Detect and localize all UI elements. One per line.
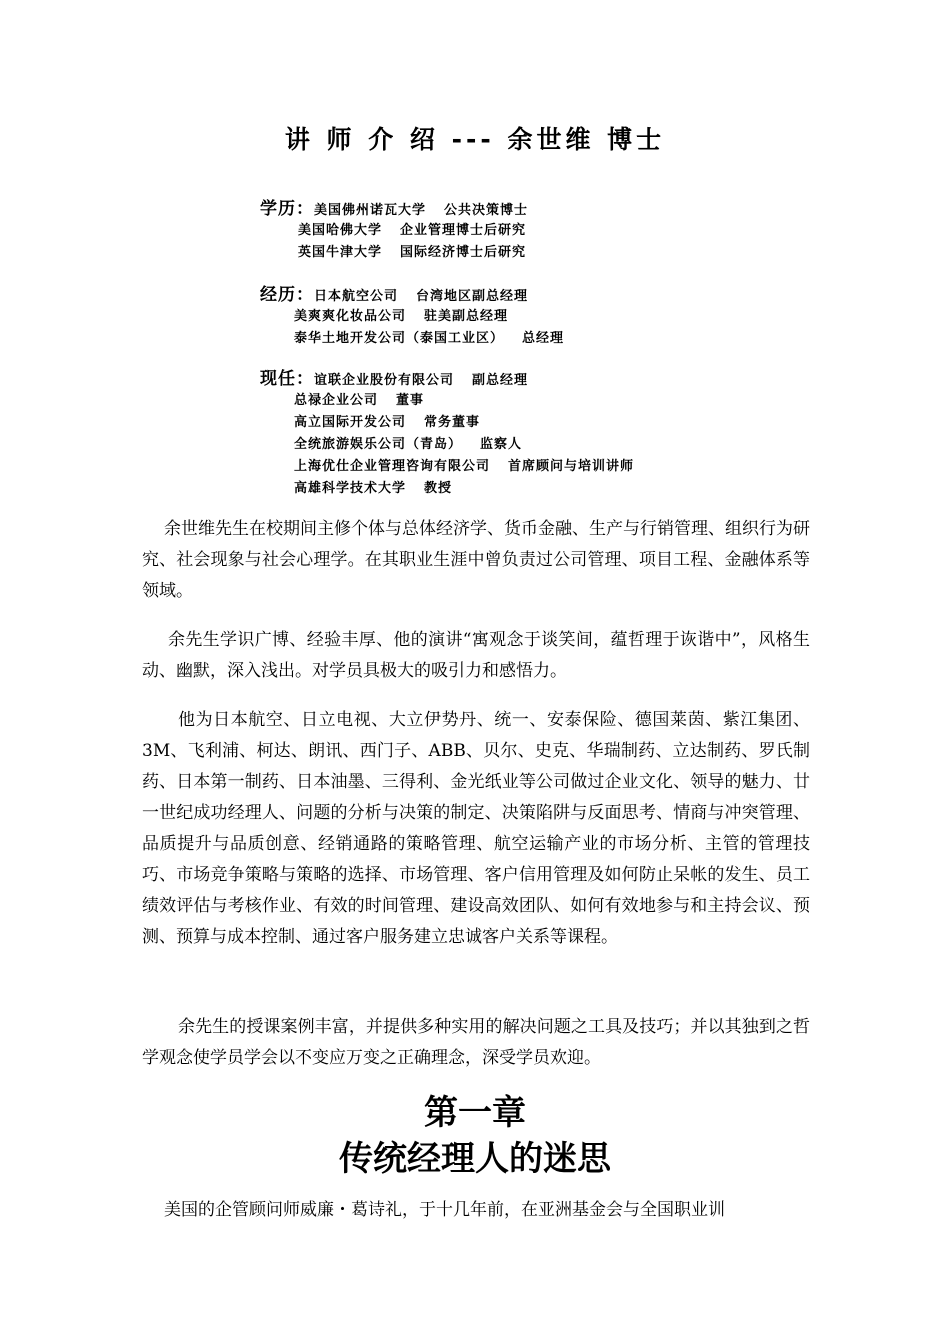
chapter-number: 第一章 xyxy=(424,1093,526,1133)
page-title: 讲 师 介 绍 --- 余世维 博士 xyxy=(284,125,666,154)
current-company: 谊联企业股份有限公司 xyxy=(314,373,455,388)
current-line xyxy=(260,368,634,390)
experience-position: 总经理 xyxy=(522,331,565,346)
current-position: 副总经理 xyxy=(472,373,529,388)
experience-line xyxy=(260,306,564,328)
current-position: 监察人 xyxy=(480,437,523,452)
style-paragraph: 余先生学识广博、经验丰厚、他的演讲“寓观念于谈笑间，蕴哲理于诙谐中”，风格生动、幽默，深入浅出。对学员具极大的吸引力和感悟力。 xyxy=(142,630,810,681)
experience-line xyxy=(260,284,564,306)
experience-company: 日本航空公司 xyxy=(314,289,399,304)
current-section xyxy=(260,368,634,500)
experience-company: 美爽爽化妆品公司 xyxy=(294,309,407,324)
current-line xyxy=(260,390,634,412)
chapter-opening-paragraph: 美国的企管顾问师威廉・葛诗礼，于十几年前，在亚洲基金会与全国职业训 xyxy=(164,1200,725,1220)
experience-line xyxy=(260,328,564,350)
current-line xyxy=(260,412,634,434)
education-section xyxy=(260,198,528,264)
current-line xyxy=(260,456,634,478)
education-degree: 企业管理博士后研究 xyxy=(400,223,527,238)
current-company: 高立国际开发公司 xyxy=(294,415,407,430)
education-institution: 英国牛津大学 xyxy=(298,245,383,260)
current-position: 首席顾问与培训讲师 xyxy=(508,459,635,474)
current-label: 现任： xyxy=(260,369,314,389)
current-company: 高雄科学技术大学 xyxy=(294,481,407,496)
experience-label: 经历： xyxy=(260,285,314,305)
education-institution: 美国佛州诺瓦大学 xyxy=(314,203,427,218)
experience-section xyxy=(260,284,564,350)
education-label: 学历： xyxy=(260,199,314,219)
chapter-title: 传统经理人的迷思 xyxy=(339,1139,611,1179)
current-position: 教授 xyxy=(424,481,453,496)
experience-position: 台湾地区副总经理 xyxy=(416,289,529,304)
education-line xyxy=(260,220,528,242)
education-line xyxy=(260,198,528,220)
current-company: 全统旅游娱乐公司（青岛） xyxy=(294,437,463,452)
current-line xyxy=(260,434,634,456)
experience-company: 泰华土地开发公司（泰国工业区） xyxy=(294,331,505,346)
clients-paragraph: 他为日本航空、日立电视、大立伊势丹、统一、安泰保险、德国莱茵、紫江集团、3M、飞利浦、柯达、朗讯、西门子、ABB、贝尔、史克、华瑞制药、立达制药、罗氏制药、日本第一制药、日本油墨、三得利、金光纸业等公司做过企业文化、领导的魅力、廿一世纪成功经理人、问题的分析与决策的制定、决策陷阱与反面思考、情商与冲突管理、品质提升与品质创意、经销通路的策略管理、航空运输产业的市场分析、主管的管理技巧、市场竞争策略与策略的选择、市场管理、客户信用管理及如何防止呆帐的发生、员工绩效评估与考核作业、有效的时间管理、建设高效团队、如何有效地参与和主持会议、预测、预算与成本控制、通过客户服务建立忠诚客户关系等课程。 xyxy=(142,710,810,947)
current-company: 总禄企业公司 xyxy=(294,393,379,408)
intro-paragraph: 余世维先生在校期间主修个体与总体经济学、货币金融、生产与行销管理、组织行为研究、社会现象与社会心理学。在其职业生涯中曾负责过公司管理、项目工程、金融体系等领域。 xyxy=(142,519,810,601)
current-position: 董事 xyxy=(396,393,425,408)
education-institution: 美国哈佛大学 xyxy=(298,223,383,238)
current-line xyxy=(260,478,634,500)
current-position: 常务董事 xyxy=(424,415,481,430)
education-degree: 国际经济博士后研究 xyxy=(400,245,527,260)
education-line xyxy=(260,242,528,264)
teaching-paragraph: 余先生的授课案例丰富，并提供多种实用的解决问题之工具及技巧；并以其独到之哲学观念使学员学会以不变应万变之正确理念，深受学员欢迎。 xyxy=(142,1017,810,1068)
experience-position: 驻美副总经理 xyxy=(424,309,509,324)
education-degree: 公共决策博士 xyxy=(444,203,529,218)
current-company: 上海优仕企业管理咨询有限公司 xyxy=(294,459,491,474)
